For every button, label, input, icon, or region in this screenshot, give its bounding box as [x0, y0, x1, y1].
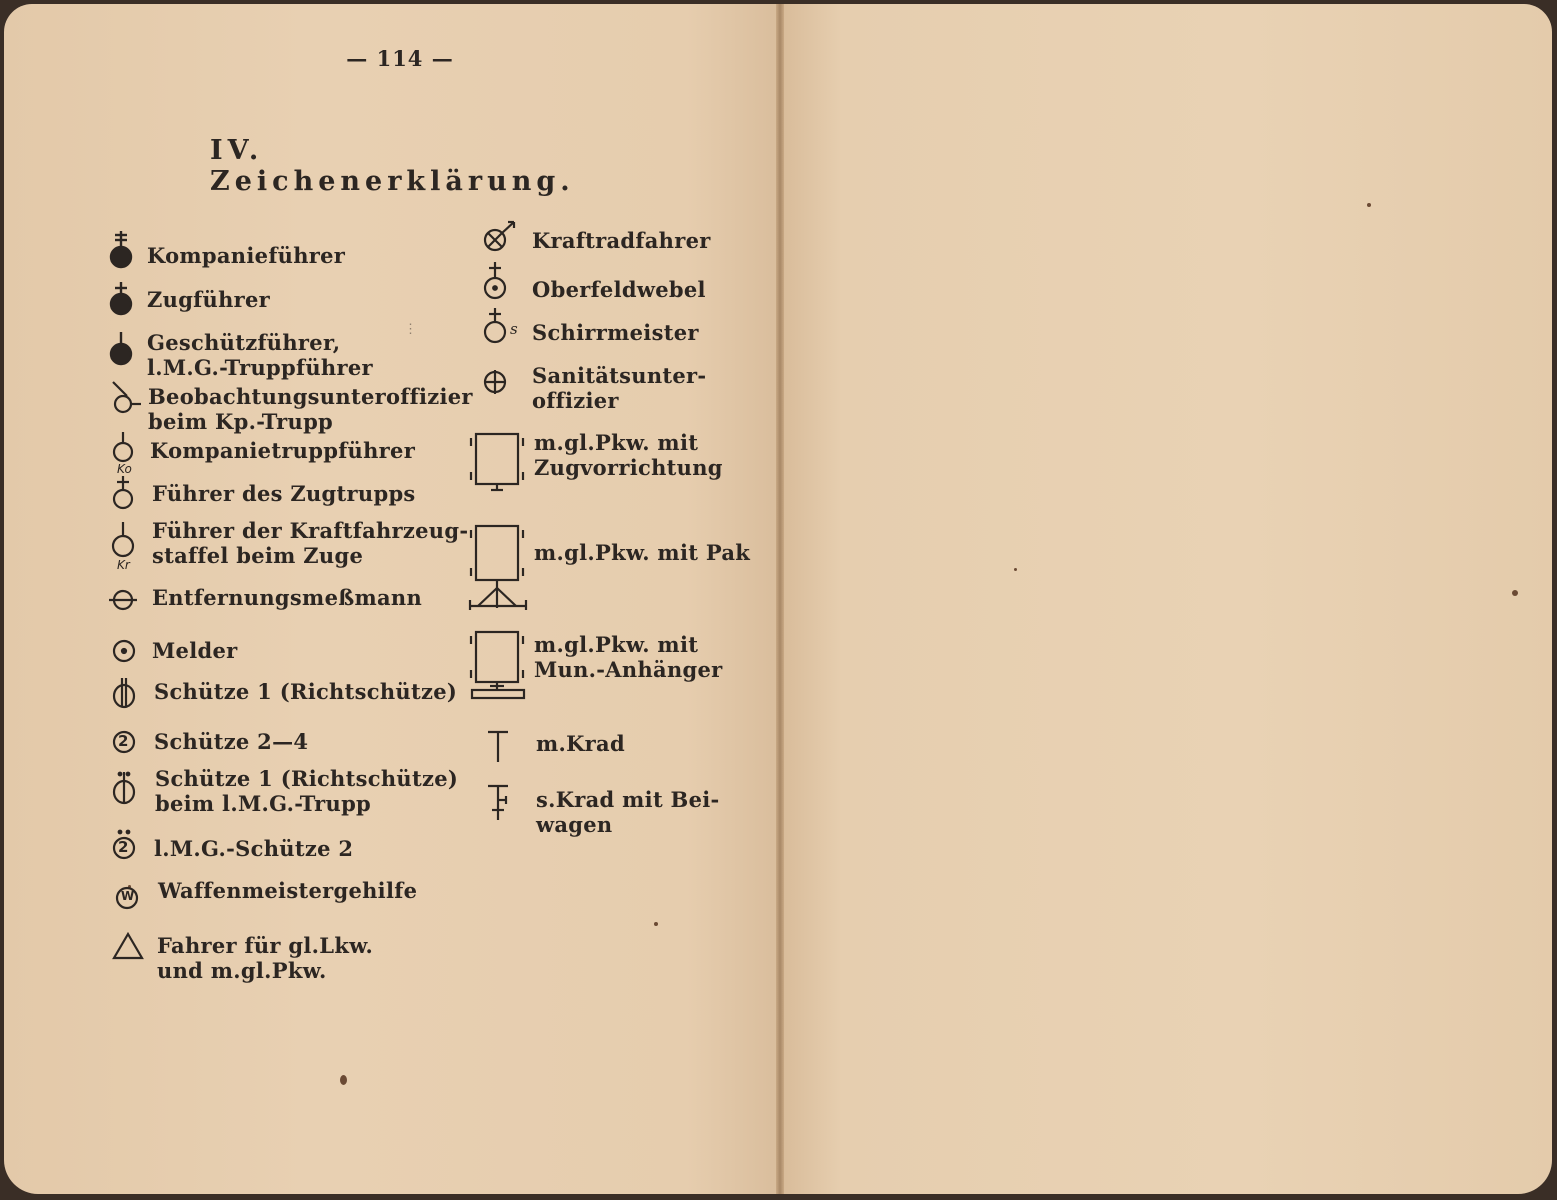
- book-gutter: [776, 4, 784, 1194]
- legend-label: Oberfeldwebel: [532, 277, 706, 302]
- ink-smudge: ⋮: [404, 322, 417, 337]
- number-mark: 2: [118, 732, 129, 750]
- legend-label: Geschützführer, l.M.G.-Truppführer: [147, 330, 373, 380]
- number-mark: 2: [118, 838, 129, 856]
- right-page: [780, 4, 1552, 1194]
- legend-label: Kompanieführer: [147, 243, 346, 268]
- legend-label: m.gl.Pkw. mit Zugvorrichtung: [534, 430, 723, 480]
- legend-label: m.gl.Pkw. mit Pak: [534, 540, 751, 565]
- fuehrer-kraftfahrzeugstaffel-icon: [103, 518, 147, 578]
- paper-speck: [340, 1075, 347, 1085]
- legend-label: Schirrmeister: [532, 320, 699, 345]
- waffenmeistergehilfe-icon: [107, 868, 151, 928]
- legend-label: m.Krad: [536, 731, 625, 756]
- legend-label: Waffenmeistergehilfe: [158, 878, 418, 903]
- paper-speck: [1014, 568, 1017, 571]
- section-heading: IV. Zeichenerklärung.: [210, 135, 575, 197]
- legend-label: Kompanietruppführer: [150, 438, 416, 463]
- kr-mark: Kr: [117, 558, 130, 572]
- legend-label: Entfernungsmeßmann: [152, 585, 423, 610]
- paper-speck: [1512, 590, 1518, 596]
- pkw-anhaenger-icon: [468, 626, 528, 704]
- pkw-zugvorrichtung-icon: [468, 428, 528, 496]
- kompaniefuehrer-icon: [100, 225, 144, 285]
- page-number: — 114 —: [346, 46, 454, 71]
- legend-label: Melder: [152, 638, 238, 663]
- legend-label: Führer des Zugtrupps: [152, 481, 416, 506]
- s-mark: s: [510, 320, 518, 338]
- legend-label: l.M.G.-Schütze 2: [154, 836, 354, 861]
- fahrer-icon: [108, 920, 152, 980]
- paper-speck: [654, 922, 658, 926]
- legend-label: Schütze 1 (Richtschütze): [154, 679, 458, 704]
- legend-label: Kraftradfahrer: [532, 228, 711, 253]
- krad-icon: [478, 722, 522, 782]
- legend-label: s.Krad mit Bei- wagen: [536, 787, 720, 837]
- legend-label: m.gl.Pkw. mit Mun.-Anhänger: [534, 632, 723, 682]
- legend-label: Führer der Kraftfahrzeug- staffel beim Zuge: [152, 518, 469, 568]
- legend-label: Fahrer für gl.Lkw. und m.gl.Pkw.: [157, 933, 374, 983]
- legend-label: Zugführer: [147, 287, 271, 312]
- schuetze-1-lmg-icon: [104, 758, 148, 818]
- legend-label: Beobachtungsunteroffizier beim Kp.-Trupp: [148, 384, 473, 434]
- pkw-pak-icon: [468, 520, 528, 612]
- legend-label: Schütze 2—4: [154, 729, 309, 754]
- paper-speck: [1367, 203, 1371, 207]
- legend-label: Schütze 1 (Richtschütze) beim l.M.G.-Trupp: [155, 766, 459, 816]
- sanitaetsunteroffizier-icon: [476, 352, 520, 412]
- legend-label: Sanitätsunter- offizier: [532, 363, 707, 413]
- ko-mark: Ko: [117, 462, 132, 476]
- w-mark: W: [121, 889, 135, 903]
- krad-beiwagen-icon: [478, 776, 522, 836]
